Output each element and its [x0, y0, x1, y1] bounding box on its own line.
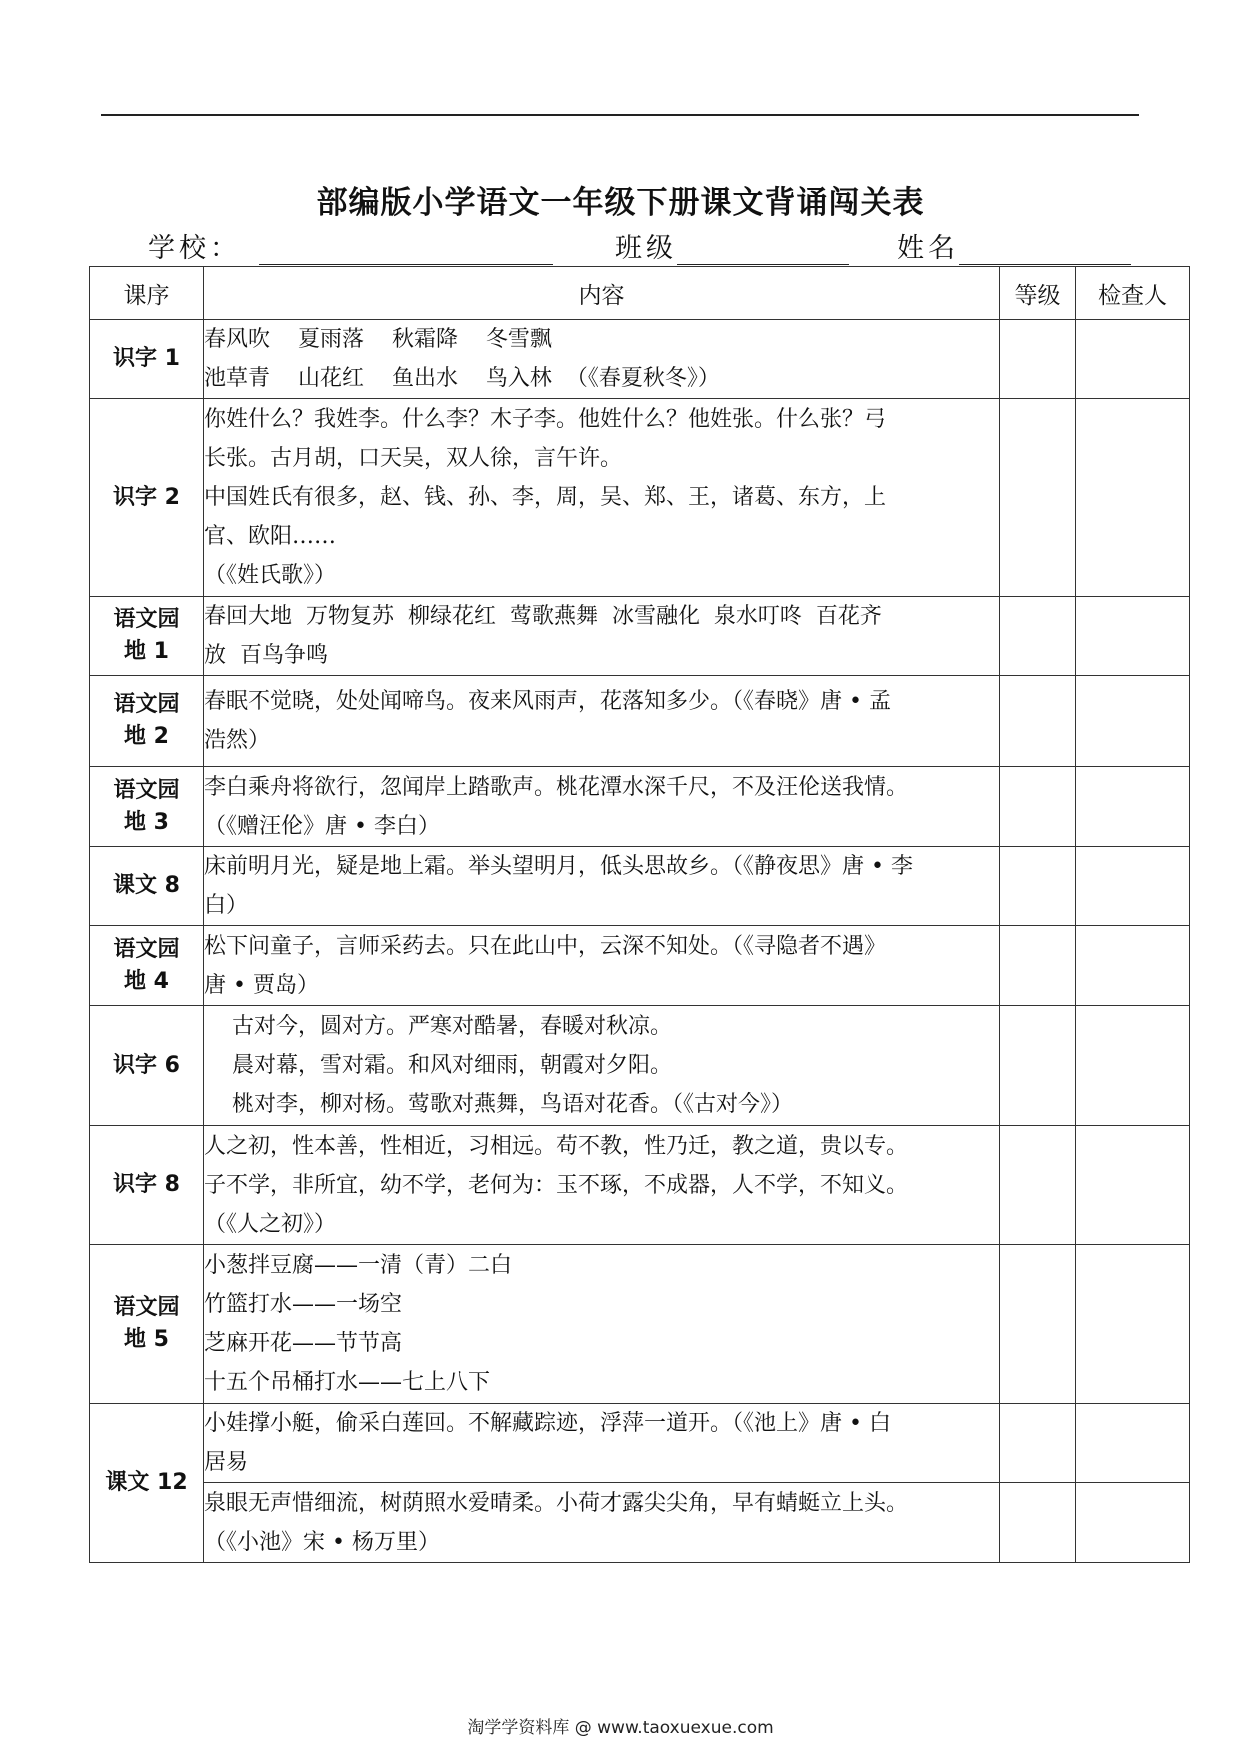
content-line: 十五个吊桶打水——七上八下: [204, 1370, 491, 1395]
content-cell: [204, 1006, 1000, 1126]
lesson-label: 语文园: [113, 777, 180, 803]
content-cell: [204, 1404, 1000, 1483]
content-line: （《赠汪伦》唐 • 李白）: [204, 813, 440, 839]
table-row: [90, 847, 1190, 926]
lesson-label: 语文园: [113, 1295, 180, 1320]
content-line: 泉眼无声惜细流，树荫照水爱晴柔。小荷才露尖尖角，早有蜻蜓立上头。: [204, 1490, 909, 1516]
lesson-label: 语文园: [113, 692, 180, 717]
grade-cell[interactable]: [1000, 767, 1076, 847]
checker-cell[interactable]: [1076, 597, 1190, 676]
content-line: 松下问童子，言师采药去。只在此山中，云深不知处。（《寻隐者不遇》: [204, 933, 887, 959]
table-row: [90, 1245, 1190, 1404]
table-row: [90, 399, 1190, 597]
content-line: （《人之初》）: [204, 1211, 337, 1237]
checker-cell[interactable]: [1076, 1245, 1190, 1404]
name-label: 姓名: [897, 233, 959, 264]
content-line: 中国姓氏有很多，赵、钱、孙、李，周，吴、郑、王，诸葛、东方，上: [204, 485, 887, 510]
table-row: [90, 320, 1190, 399]
content-cell: [204, 597, 1000, 676]
grade-cell[interactable]: [1000, 1126, 1076, 1245]
content-cell: [204, 847, 1000, 926]
content-line: 人之初，性本善，性相近，习相远。苟不教，性乃迁，教之道，贵以专。: [204, 1133, 909, 1159]
checker-cell[interactable]: [1076, 1483, 1190, 1563]
content-line: 古对今，圆对方。严寒对酷暑，春暖对秋凉。: [204, 1014, 672, 1039]
lesson-cell: [90, 926, 204, 1006]
table-row: [90, 1126, 1190, 1245]
content-cell: [204, 1245, 1000, 1404]
table-row: [90, 1006, 1190, 1126]
content-line: 子不学，非所宜，幼不学，老何为：玉不琢，不成器，人不学，不知义。: [204, 1172, 909, 1198]
lesson-label: 语文园: [113, 936, 180, 962]
content-line: 小娃撑小艇，偷采白莲回。不解藏踪迹，浮萍一道开。（《池上》唐 • 白: [204, 1411, 891, 1436]
content-line: 长张。古月胡，口天吴，双人徐，言午许。: [204, 446, 623, 471]
lesson-label: 识字 1: [113, 346, 180, 371]
checker-cell[interactable]: [1076, 320, 1190, 399]
content-cell: [204, 1483, 1000, 1563]
content-cell: [204, 399, 1000, 597]
grade-cell[interactable]: [1000, 847, 1076, 926]
name-blank[interactable]: [959, 232, 1131, 265]
lesson-cell: [90, 847, 204, 926]
lesson-label: 地 2: [124, 724, 169, 749]
content-line: 白）: [204, 893, 249, 918]
grade-cell[interactable]: [1000, 399, 1076, 597]
grade-cell[interactable]: [1000, 1245, 1076, 1404]
checker-cell[interactable]: [1076, 1006, 1190, 1126]
table-row: [90, 676, 1190, 767]
content-line: 芝麻开花——节节高: [204, 1331, 403, 1356]
school-field: [148, 226, 553, 266]
content-line: 春眠不觉晓，处处闻啼鸟。夜来风雨声，花落知多少。（《春晓》唐 • 孟: [204, 689, 891, 714]
grade-cell[interactable]: [1000, 926, 1076, 1006]
lesson-cell: [90, 676, 204, 767]
checker-cell[interactable]: [1076, 1404, 1190, 1483]
content-cell: [204, 767, 1000, 847]
checker-cell[interactable]: [1076, 847, 1190, 926]
grade-cell[interactable]: [1000, 676, 1076, 767]
lesson-label: 识字 6: [113, 1052, 180, 1078]
content-line: 放 百鸟争鸣: [204, 643, 328, 668]
lesson-cell: [90, 1006, 204, 1126]
content-line: 池草青 山花红 鱼出水 鸟入林 （《春夏秋冬》）: [204, 366, 720, 391]
content-line: 晨对幕，雪对霜。和风对细雨，朝霞对夕阳。: [204, 1053, 672, 1078]
content-cell: [204, 1126, 1000, 1245]
school-blank[interactable]: [259, 232, 553, 265]
table-row: [90, 926, 1190, 1006]
lesson-label: 识字 2: [113, 484, 180, 510]
grade-cell[interactable]: [1000, 597, 1076, 676]
checker-cell[interactable]: [1076, 926, 1190, 1006]
footer-watermark: 淘学学资料库 @ www.taoxuexue.com: [467, 1718, 774, 1738]
table-row: [90, 597, 1190, 676]
lesson-cell: [90, 597, 204, 676]
lesson-cell: [90, 1245, 204, 1404]
class-blank[interactable]: [677, 232, 849, 265]
checker-cell[interactable]: [1076, 676, 1190, 767]
content-line: 居易: [204, 1450, 249, 1475]
lesson-label: 地 4: [124, 968, 169, 994]
lesson-label: 地 3: [124, 809, 169, 835]
content-cell: [204, 676, 1000, 767]
content-line: （《小池》宋 • 杨万里）: [204, 1529, 440, 1555]
lesson-label: 课文 12: [105, 1470, 188, 1495]
lesson-cell: [90, 320, 204, 399]
checker-cell[interactable]: [1076, 767, 1190, 847]
table-row: [90, 767, 1190, 847]
table-row: [90, 1483, 1190, 1563]
grade-cell[interactable]: [1000, 1483, 1076, 1563]
lesson-label: 语文园: [113, 607, 180, 632]
grade-cell[interactable]: [1000, 320, 1076, 399]
lesson-cell: [90, 1126, 204, 1245]
content-line: 小葱拌豆腐——一清（青）二白: [204, 1253, 513, 1278]
grade-cell[interactable]: [1000, 1404, 1076, 1483]
lesson-label: 课文 8: [113, 873, 180, 898]
page-title: 部编版小学语文一年级下册课文背诵闯关表: [316, 185, 925, 221]
content-line: （《姓氏歌》）: [204, 563, 337, 588]
recitation-table: [89, 266, 1190, 1563]
lesson-cell: [90, 399, 204, 597]
checker-cell[interactable]: [1076, 1126, 1190, 1245]
content-line: 床前明月光，疑是地上霜。举头望明月，低头思故乡。（《静夜思》唐 • 李: [204, 854, 913, 879]
content-cell: [204, 926, 1000, 1006]
header-content: 内容: [204, 267, 1000, 320]
lesson-label: 地 5: [124, 1327, 169, 1352]
content-line: 浩然）: [204, 728, 271, 753]
checker-cell[interactable]: [1076, 399, 1190, 597]
content-line: 春风吹 夏雨落 秋霜降 冬雪飘: [204, 327, 552, 352]
header-checker: 检查人: [1076, 267, 1190, 320]
class-field: [615, 226, 849, 266]
content-line: 唐 • 贾岛）: [204, 972, 319, 998]
header-grade: 等级: [1000, 267, 1076, 320]
lesson-label: 地 1: [124, 639, 169, 664]
lesson-cell: [90, 767, 204, 847]
table-header-row: [90, 267, 1190, 320]
content-line: 你姓什么？我姓李。什么李？木子李。他姓什么？他姓张。什么张？弓: [204, 407, 887, 432]
table-row: [90, 1404, 1190, 1483]
content-line: 桃对李，柳对杨。莺歌对燕舞，鸟语对花香。（《古对今》）: [204, 1092, 793, 1117]
content-line: 竹篮打水——一场空: [204, 1292, 403, 1317]
content-cell: [204, 320, 1000, 399]
top-rule: [101, 114, 1139, 116]
name-field: [897, 226, 1131, 266]
content-line: 春回大地 万物复苏 柳绿花红 莺歌燕舞 冰雪融化 泉水叮咚 百花齐: [204, 604, 882, 629]
lesson-cell: [90, 1404, 204, 1563]
school-label: 学校：: [148, 233, 241, 264]
header-lesson: 课序: [90, 267, 204, 320]
content-line: 李白乘舟将欲行，忽闻岸上踏歌声。桃花潭水深千尺，不及汪伦送我情。: [204, 774, 909, 800]
class-label: 班级: [615, 233, 677, 264]
lesson-label: 识字 8: [113, 1172, 180, 1197]
content-line: 官、欧阳……: [204, 524, 337, 549]
grade-cell[interactable]: [1000, 1006, 1076, 1126]
